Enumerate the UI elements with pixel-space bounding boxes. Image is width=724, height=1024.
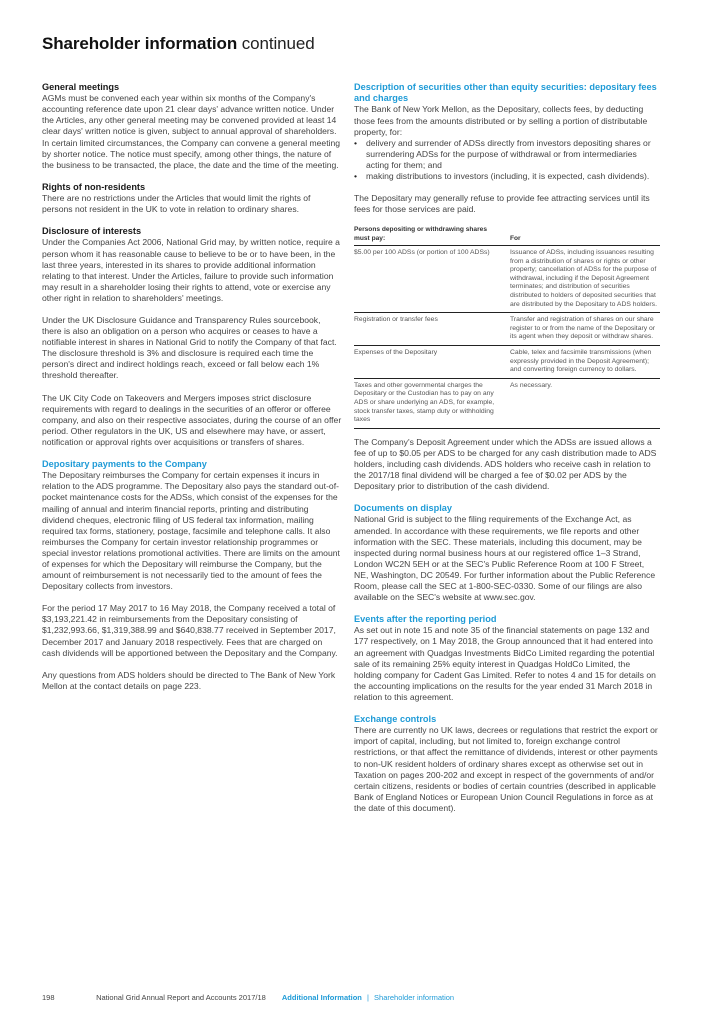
section-events-after-reporting	[354, 614, 660, 703]
list-item: • making distributions to investors (including, it is expected, cash dividends).	[354, 171, 660, 182]
exchange-controls-text: There are currently no UK laws, decrees or regulations that restrict the export or import of capital, including, but not limited to, foreign exchange control restrictions, or that affect the remittance of dividends, interest or other payments to non-UK resident holders of ordinary shares except as otherwise set out in Taxation on pages 200-202 and except in respect of the governments of and/or certain citizens, residents or bodies of certain countries (described in applicable Bank of England Notices or European Union Council Regulations in force as at the date of this document).	[354, 725, 658, 813]
depositary-fees-intro: The Bank of New York Mellon, as the Depositary, collects fees, by deducting those fees from the amounts distributed or by selling a portion of distributable property, for:	[354, 104, 648, 137]
right-column	[354, 82, 660, 814]
table-cell: Expenses of the Depositary	[354, 346, 510, 379]
heading-general-meetings: General meetings	[42, 82, 120, 92]
disclosure-paragraph: The UK City Code on Takeovers and Mergers imposes strict disclosure requirements with regard to dealings in the securities of an offeror or offeree company, and also on their respective associates, during the course of an offer period. Other regulators in the UK, US and elsewhere may have, or assert, notification or approval rights over acquisitions or transfers of shares.	[42, 392, 342, 447]
footer-subsection-link[interactable]: Shareholder information	[374, 993, 455, 1002]
disclosure-paragraph: Under the Companies Act 2006, National Grid may, by written notice, require a person whom it has reasonable cause to believe to be or to have been, in the last three years, interested in its shares to provide additional information relating to that interest. Under the Articles, failure to provide such information may result in a shareholder losing their rights to attend, vote or exercise any other right in relation to shareholders' meetings.	[42, 237, 340, 303]
heading-disclosure: Disclosure of interests	[42, 226, 142, 237]
table-cell: Issuance of ADSs, including issuances resulting from a distribution of shares or rights or other property; cancellation of ADSs for the purpose of withdrawal, including if the Deposit Agreement terminates; and distribution of securities distributed to holders of deposited securities that are distributed by the Depositary to ADS holders.	[510, 246, 660, 313]
depositary-fees-list	[354, 138, 660, 182]
table-cell: Taxes and other governmental charges the Depositary or the Custodian has to pay on any ADS or share underlying an ADS, for example, stock transfer taxes, stamp duty or withholding taxes	[354, 378, 510, 428]
section-non-residents	[42, 182, 342, 215]
events-after-reporting-text: As set out in note 15 and note 35 of the financial statements on page 132 and 177 respectively, on 1 May 2018, the Group announced that it had entered into an agreement with Quadgas Investments BidCo Limited regarding the potential sale of its remaining 25% equity interest in Quadgas HoldCo Limited, the holding company for Cadent Gas Limited. Refer to notes 4 and 15 for details on the accounting implications on the results for the year ended 31 March 2018 in relation to this agreement.	[354, 625, 656, 702]
general-meetings-text: AGMs must be convened each year within six months of the Company's accounting reference date upon 21 clear days' advance written notice. Under the Articles, any other general meeting may be convened provided at least 14 clear days' written notice is given, subject to annual approval of shareholders. In certain limited circumstances, the Company can convene a general meeting by shorter notice. The notice must specify, among other things, the nature of the business to be transacted, the place, the date and the time of the meeting.	[42, 93, 341, 170]
page-title-main: Shareholder information	[42, 34, 238, 53]
report-name: National Grid Annual Report and Accounts 2017/18	[96, 993, 266, 1002]
disclosure-paragraph: Under the UK Disclosure Guidance and Transparency Rules sourcebook, there is also an obligation on a person who acquires or ceases to have a notifiable interest in shares in National Grid to notify the Company of that fact. The disclosure threshold is 3% and disclosure is required each time the person's direct and indirect holdings reach, exceed or fall below each 1% threshold thereafter.	[42, 315, 337, 381]
documents-on-display-text: National Grid is subject to the filing requirements of the Exchange Act, as amended. In accordance with these requirements, we file reports and other information with the SEC. These materials, including this document, may be inspected during normal business hours at our registered office 1–3 Strand, London WC2N 5EH or at the SEC's Public Reference Room at 100 F Street, NE, Washington, DC 20549. For further information about the Public Reference Room, please call the SEC at 1-800-SEC-0330. Some of our filings are also available on the SEC's website at www.sec.gov.	[354, 514, 656, 603]
table-cell: $5.00 per 100 ADSs (or portion of 100 ADSs)	[354, 246, 510, 313]
heading-depositary-fees: Description of securities other than equity securities: depositary fees and charges	[354, 82, 657, 104]
heading-events-after-reporting: Events after the reporting period	[354, 614, 497, 625]
page-number: 198	[42, 993, 55, 1002]
table-cell: As necessary.	[510, 378, 660, 428]
depositary-payments-paragraph: For the period 17 May 2017 to 16 May 2018, the Company received a total of $3,193,221.42 in reimbursements from the Depositary consisting of $1,232,993.66, $1,319,388.99 and $640,838.77 received in September 2017, December 2017 and January 2018 respectively. Fees that are charged on cash dividends will be apportioned between the Depositary and the Company.	[42, 603, 338, 658]
heading-documents-on-display: Documents on display	[354, 503, 453, 514]
fees-table	[354, 226, 660, 429]
depositary-payments-paragraph: The Depositary reimburses the Company for certain expenses it incurs in relation to the ADS programme. The Depositary also pays the standard out-of-pocket maintenance costs for the ADSs, which consist of the expenses for the mailing of annual and interim financial reports, printing and distributing dividend cheques, electronic filing of US federal tax information, mailing required tax forms, stationery, postage, facsimile and telephone calls. It also reimburses the Company for certain investor relationship programmes or special investor relations promotional activities. There are limits on the amount of expenses for which the Depositary will reimburse the Company, but the amount of reimbursement is not necessarily tied to the amount of fees the Depositary collects from investors.	[42, 470, 340, 592]
table-row	[354, 378, 660, 428]
column-header: Persons depositing or withdrawing shares must pay:	[354, 226, 510, 245]
column-header: For	[510, 226, 660, 245]
table-cell: Registration or transfer fees	[354, 313, 510, 346]
section-disclosure	[42, 226, 342, 448]
page-footer	[42, 993, 454, 1002]
depositary-payments-paragraph: Any questions from ADS holders should be directed to The Bank of New York Mellon at the contact details on page 223.	[42, 669, 336, 691]
section-exchange-controls	[354, 714, 660, 814]
table-row	[354, 246, 660, 313]
section-documents-on-display	[354, 503, 660, 603]
heading-depositary-payments: Depositary payments to the Company	[42, 459, 207, 470]
table-cell: Cable, telex and facsimile transmissions (when expressly provided in the Deposit Agreement); and converting foreign currency to dollars.	[510, 346, 660, 379]
depositary-fees-outro: The Depositary may generally refuse to provide fee attracting services until its fees for those services are paid.	[354, 193, 650, 215]
list-item: • delivery and surrender of ADSs directly from investors depositing shares or surrendering ADSs for the purpose of withdrawal or from intermediaries acting for them; and	[354, 138, 660, 171]
page-title	[42, 34, 315, 54]
heading-non-residents: Rights of non-residents	[42, 181, 146, 192]
table-cell: Transfer and registration of shares on our share register to or from the name of the Depositary or its agent when they deposit or withdraw shares.	[510, 313, 660, 346]
footer-separator: |	[366, 993, 369, 1002]
left-column	[42, 82, 342, 692]
footer-section-link[interactable]: Additional Information	[281, 993, 362, 1002]
heading-exchange-controls: Exchange controls	[354, 714, 437, 725]
section-general-meetings	[42, 82, 342, 171]
table-row	[354, 346, 660, 379]
table-header-row	[354, 226, 660, 245]
section-depositary-fees	[354, 82, 660, 215]
page-title-suffix: continued	[241, 34, 315, 53]
non-residents-text: There are no restrictions under the Articles that would limit the rights of persons not resident in the UK to vote in relation to ordinary shares.	[42, 193, 311, 215]
section-depositary-payments	[42, 459, 342, 692]
table-row	[354, 313, 660, 346]
deposit-agreement-text: The Company's Deposit Agreement under which the ADSs are issued allows a fee of up to $0.05 per ADS to be charged for any cash distribution made to ADS holders, including cash dividends. ADS holders who receive cash in relation to the 2017/18 final dividend will be charged a fee of $0.02 per ADS by the Depositary prior to distribution of the cash dividend.	[354, 436, 657, 492]
